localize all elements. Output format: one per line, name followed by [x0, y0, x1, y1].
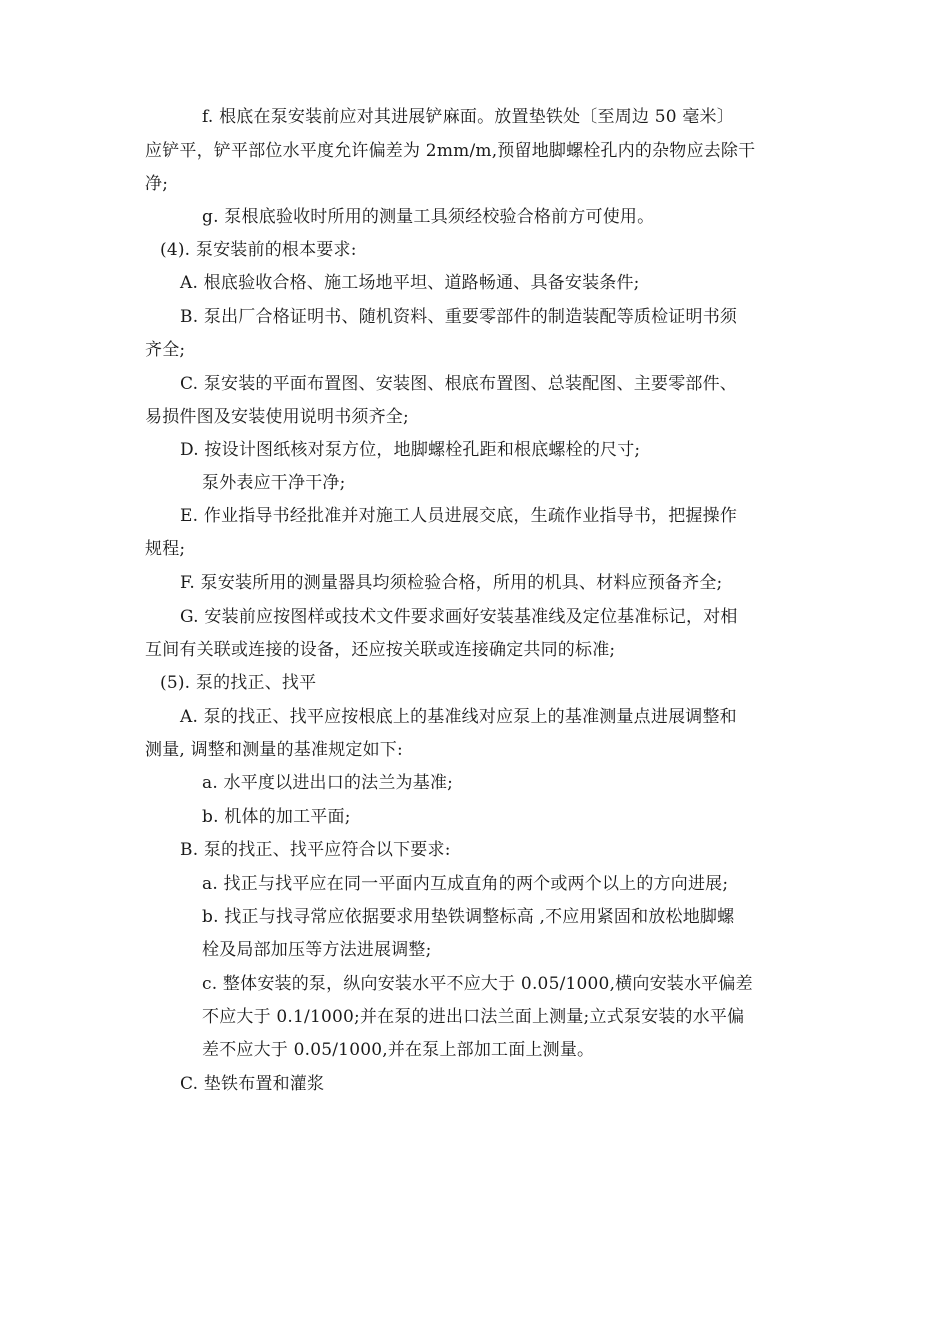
text-line: (5). 泵的找正、找平	[160, 673, 317, 693]
text-line: A. 泵的找正、找平应按根底上的基准线对应泵上的基准测量点进展调整和	[180, 707, 737, 727]
text-line: b. 机体的加工平面;	[202, 807, 351, 827]
text-line: C. 泵安装的平面布置图、安装图、根底布置图、总装配图、主要零部件、	[180, 374, 738, 394]
text-line: g. 泵根底验收时所用的测量工具须经校验合格前方可使用。	[202, 207, 655, 227]
text-line: 易损件图及安装使用说明书须齐全;	[145, 407, 409, 427]
text-line: 互间有关联或连接的设备，还应按关联或连接确定共同的标准;	[145, 640, 616, 660]
text-line: F. 泵安装所用的测量器具均须检验合格，所用的机具、材料应预备齐全;	[180, 573, 723, 593]
text-line: 泵外表应干净干净;	[202, 473, 346, 493]
text-line: a. 找正与找平应在同一平面内互成直角的两个或两个以上的方向进展;	[202, 874, 729, 894]
text-line: B. 泵出厂合格证明书、随机资料、重要零部件的制造装配等质检证明书须	[180, 307, 738, 327]
text-line: 规程;	[145, 539, 186, 559]
text-line: G. 安装前应按图样或技术文件要求画好安装基准线及定位基准标记，对相	[180, 607, 738, 627]
text-line: a. 水平度以进出口的法兰为基准;	[202, 773, 454, 793]
text-line: B. 泵的找正、找平应符合以下要求:	[180, 840, 451, 860]
text-line: f. 根底在泵安装前应对其进展铲麻面。放置垫铁处〔至周边 50 毫米〕	[202, 107, 734, 127]
text-line: 栓及局部加压等方法进展调整;	[202, 940, 432, 960]
text-line: D. 按设计图纸核对泵方位，地脚螺栓孔距和根底螺栓的尺寸;	[180, 440, 641, 460]
text-line: 应铲平，铲平部位水平度允许偏差为 2mm/m,预留地脚螺栓孔内的杂物应去除干	[145, 141, 756, 161]
text-line: 测量, 调整和测量的基准规定如下:	[145, 740, 403, 760]
text-line: b. 找正与找寻常应依据要求用垫铁调整标高 ,不应用紧固和放松地脚螺	[202, 907, 735, 927]
text-line: c. 整体安装的泵，纵向安装水平不应大于 0.05/1000,横向安装水平偏差	[202, 974, 753, 994]
text-line: 净;	[145, 174, 169, 194]
text-line: (4). 泵安装前的根本要求:	[160, 240, 357, 260]
text-line: 差不应大于 0.05/1000,并在泵上部加工面上测量。	[202, 1040, 595, 1060]
text-line: E. 作业指导书经批准并对施工人员进展交底，生疏作业指导书，把握操作	[180, 506, 738, 526]
text-line: C. 垫铁布置和灌浆	[180, 1074, 325, 1094]
text-line: 不应大于 0.1/1000;并在泵的进出口法兰面上测量;立式泵安装的水平偏	[202, 1007, 745, 1027]
text-line: A. 根底验收合格、施工场地平坦、道路畅通、具备安装条件;	[180, 273, 640, 293]
text-line: 齐全;	[145, 340, 186, 360]
